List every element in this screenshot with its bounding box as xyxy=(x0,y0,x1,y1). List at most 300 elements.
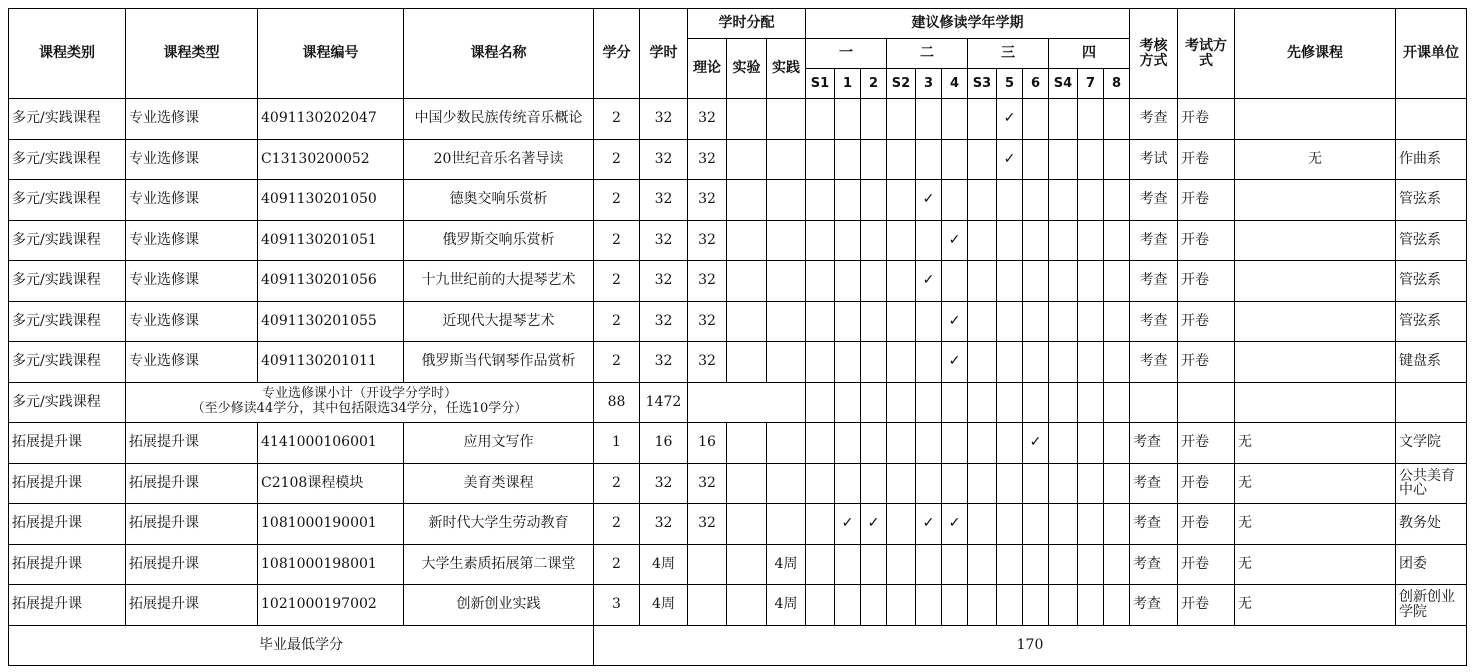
term-cell xyxy=(1049,382,1078,423)
course-practice-hours xyxy=(767,301,806,342)
course-name: 创新创业实践 xyxy=(404,585,594,626)
course-prereq: 无 xyxy=(1235,544,1396,585)
term-cell xyxy=(1049,139,1078,180)
course-name: 中国少数民族传统音乐概论 xyxy=(404,99,594,140)
course-hours: 32 xyxy=(640,180,688,221)
header-category: 课程类别 xyxy=(9,9,126,99)
course-code: 4091130201055 xyxy=(258,301,404,342)
course-theory-hours: 32 xyxy=(688,99,727,140)
course-hours: 16 xyxy=(640,423,688,464)
course-theory-hours: 32 xyxy=(688,180,727,221)
term-cell xyxy=(806,463,835,504)
term-cell xyxy=(1104,139,1130,180)
term-cell xyxy=(806,504,835,545)
course-type: 拓展提升课 xyxy=(126,504,258,545)
term-cell xyxy=(997,463,1023,504)
course-hours: 32 xyxy=(640,504,688,545)
course-code: 4091130201011 xyxy=(258,342,404,383)
term-cell xyxy=(887,504,916,545)
course-hours: 4周 xyxy=(640,544,688,585)
subtotal-blank xyxy=(1235,382,1396,423)
term-cell xyxy=(806,382,835,423)
term-cell xyxy=(1078,382,1104,423)
term-cell xyxy=(997,220,1023,261)
header-term: S1 xyxy=(806,69,835,99)
header-assess: 考核方式 xyxy=(1130,9,1178,99)
course-code: 4091130202047 xyxy=(258,99,404,140)
term-cell xyxy=(1078,99,1104,140)
course-theory-hours: 32 xyxy=(688,301,727,342)
term-cell xyxy=(1023,261,1049,302)
term-cell xyxy=(835,261,861,302)
table-body xyxy=(9,99,1467,666)
course-lab-hours xyxy=(727,220,767,261)
term-cell xyxy=(861,585,887,626)
term-cell xyxy=(835,180,861,221)
term-cell xyxy=(1049,99,1078,140)
term-cell xyxy=(968,342,997,383)
term-check-mark: ✓ xyxy=(861,504,887,545)
term-cell xyxy=(997,301,1023,342)
term-cell xyxy=(1078,423,1104,464)
course-category: 拓展提升课 xyxy=(9,463,126,504)
header-name: 课程名称 xyxy=(404,9,594,99)
term-cell xyxy=(861,180,887,221)
term-cell xyxy=(1023,504,1049,545)
header-theory: 理论 xyxy=(688,39,727,99)
term-cell xyxy=(1104,463,1130,504)
term-cell xyxy=(835,585,861,626)
term-check-mark: ✓ xyxy=(942,504,968,545)
course-assess: 考试 xyxy=(1130,139,1178,180)
header-term: 2 xyxy=(861,69,887,99)
course-type: 拓展提升课 xyxy=(126,423,258,464)
min-credits-label: 毕业最低学分 xyxy=(9,625,594,665)
term-cell xyxy=(861,261,887,302)
term-cell xyxy=(968,220,997,261)
course-exam: 开卷 xyxy=(1178,180,1235,221)
term-cell xyxy=(861,382,887,423)
course-prereq xyxy=(1235,99,1396,140)
table-row xyxy=(9,261,1467,302)
course-lab-hours xyxy=(727,544,767,585)
subtotal-blank xyxy=(1130,382,1178,423)
course-theory-hours: 16 xyxy=(688,423,727,464)
term-cell xyxy=(835,382,861,423)
course-lab-hours xyxy=(727,463,767,504)
table-row xyxy=(9,463,1467,504)
header-type: 课程类型 xyxy=(126,9,258,99)
term-cell xyxy=(861,220,887,261)
term-check-mark: ✓ xyxy=(997,139,1023,180)
course-type: 拓展提升课 xyxy=(126,463,258,504)
course-assess: 考查 xyxy=(1130,180,1178,221)
table-row xyxy=(9,342,1467,383)
header-term: S2 xyxy=(887,69,916,99)
course-practice-hours xyxy=(767,504,806,545)
header-term: 7 xyxy=(1078,69,1104,99)
course-dept: 管弦系 xyxy=(1396,220,1467,261)
term-cell xyxy=(968,301,997,342)
course-name: 俄罗斯交响乐赏析 xyxy=(404,220,594,261)
term-cell xyxy=(806,261,835,302)
course-assess: 考查 xyxy=(1130,504,1178,545)
term-cell xyxy=(1078,463,1104,504)
term-cell xyxy=(861,99,887,140)
header-credits: 学分 xyxy=(594,9,640,99)
term-cell xyxy=(835,463,861,504)
term-cell xyxy=(942,99,968,140)
course-dept: 创新创业学院 xyxy=(1396,585,1467,626)
course-exam: 开卷 xyxy=(1178,261,1235,302)
course-assess: 考查 xyxy=(1130,585,1178,626)
term-cell xyxy=(1023,99,1049,140)
course-hours: 32 xyxy=(640,463,688,504)
term-cell xyxy=(806,342,835,383)
term-cell xyxy=(1023,382,1049,423)
subtotal-note-line1: 专业选修课小计（开设学分学时） xyxy=(261,386,457,402)
course-theory-hours xyxy=(688,585,727,626)
table-row xyxy=(9,220,1467,261)
term-cell xyxy=(997,423,1023,464)
term-cell xyxy=(916,301,942,342)
term-cell xyxy=(887,544,916,585)
course-hours: 32 xyxy=(640,99,688,140)
term-cell xyxy=(835,139,861,180)
term-cell xyxy=(997,180,1023,221)
term-cell xyxy=(887,463,916,504)
header-term: S4 xyxy=(1049,69,1078,99)
term-cell xyxy=(916,382,942,423)
course-dept: 团委 xyxy=(1396,544,1467,585)
term-cell xyxy=(861,544,887,585)
course-hours: 32 xyxy=(640,261,688,302)
course-lab-hours xyxy=(727,180,767,221)
term-cell xyxy=(1049,261,1078,302)
course-theory-hours: 32 xyxy=(688,261,727,302)
course-code: C13130200052 xyxy=(258,139,404,180)
header-year-4: 四 xyxy=(1049,39,1130,69)
footer-row xyxy=(9,625,1467,665)
table-row xyxy=(9,180,1467,221)
course-type: 专业选修课 xyxy=(126,139,258,180)
course-exam: 开卷 xyxy=(1178,301,1235,342)
course-theory-hours xyxy=(688,544,727,585)
term-cell xyxy=(1104,423,1130,464)
subtotal-rest xyxy=(688,382,806,423)
course-lab-hours xyxy=(727,342,767,383)
course-code: 4091130201051 xyxy=(258,220,404,261)
course-credits: 2 xyxy=(594,463,640,504)
term-cell xyxy=(887,180,916,221)
subtotal-credits: 88 xyxy=(594,382,640,423)
course-name: 应用文写作 xyxy=(404,423,594,464)
term-cell xyxy=(887,220,916,261)
term-cell xyxy=(916,585,942,626)
header-term: 1 xyxy=(835,69,861,99)
term-cell xyxy=(1023,139,1049,180)
term-cell xyxy=(916,544,942,585)
term-cell xyxy=(887,301,916,342)
subtotal-category: 多元/实践课程 xyxy=(9,382,126,423)
term-cell xyxy=(1049,301,1078,342)
term-cell xyxy=(1049,342,1078,383)
course-lab-hours xyxy=(727,585,767,626)
course-category: 多元/实践课程 xyxy=(9,220,126,261)
term-cell xyxy=(916,99,942,140)
header-term: 8 xyxy=(1104,69,1130,99)
header-year-2: 二 xyxy=(887,39,968,69)
term-cell xyxy=(1104,342,1130,383)
term-cell xyxy=(1104,585,1130,626)
term-cell xyxy=(1104,220,1130,261)
header-prereq: 先修课程 xyxy=(1235,9,1396,99)
course-assess: 考查 xyxy=(1130,99,1178,140)
course-code: 4141000106001 xyxy=(258,423,404,464)
term-cell xyxy=(861,139,887,180)
course-assess: 考查 xyxy=(1130,342,1178,383)
term-cell xyxy=(835,544,861,585)
header-term: 6 xyxy=(1023,69,1049,99)
course-exam: 开卷 xyxy=(1178,139,1235,180)
course-assess: 考查 xyxy=(1130,463,1178,504)
course-practice-hours xyxy=(767,261,806,302)
term-cell xyxy=(835,301,861,342)
term-cell xyxy=(942,180,968,221)
course-hours: 32 xyxy=(640,220,688,261)
course-type: 专业选修课 xyxy=(126,99,258,140)
header-hours: 学时 xyxy=(640,9,688,99)
course-credits: 2 xyxy=(594,342,640,383)
term-cell xyxy=(887,382,916,423)
term-cell xyxy=(1078,585,1104,626)
term-check-mark: ✓ xyxy=(835,504,861,545)
course-dept: 作曲系 xyxy=(1396,139,1467,180)
course-prereq xyxy=(1235,342,1396,383)
course-practice-hours xyxy=(767,99,806,140)
term-cell xyxy=(968,139,997,180)
term-cell xyxy=(968,99,997,140)
course-dept: 键盘系 xyxy=(1396,342,1467,383)
course-type: 拓展提升课 xyxy=(126,585,258,626)
term-cell xyxy=(997,261,1023,302)
table-row xyxy=(9,504,1467,545)
term-cell xyxy=(835,220,861,261)
course-theory-hours: 32 xyxy=(688,220,727,261)
term-cell xyxy=(861,463,887,504)
header-row-1 xyxy=(9,9,1467,39)
subtotal-note xyxy=(126,382,594,423)
term-cell xyxy=(1023,301,1049,342)
course-exam: 开卷 xyxy=(1178,504,1235,545)
term-cell xyxy=(968,180,997,221)
term-cell xyxy=(806,585,835,626)
course-code: 4091130201050 xyxy=(258,180,404,221)
term-cell xyxy=(1049,585,1078,626)
term-cell xyxy=(835,99,861,140)
term-cell xyxy=(861,423,887,464)
course-dept: 文学院 xyxy=(1396,423,1467,464)
term-cell xyxy=(997,382,1023,423)
term-cell xyxy=(916,342,942,383)
header-schedule: 建议修读学年学期 xyxy=(806,9,1130,39)
course-credits: 2 xyxy=(594,301,640,342)
course-dept: 管弦系 xyxy=(1396,301,1467,342)
term-cell xyxy=(1023,585,1049,626)
term-cell xyxy=(1104,180,1130,221)
term-check-mark: ✓ xyxy=(1023,423,1049,464)
header-term: 5 xyxy=(997,69,1023,99)
term-cell xyxy=(1078,342,1104,383)
term-cell xyxy=(861,301,887,342)
term-cell xyxy=(835,342,861,383)
course-theory-hours: 32 xyxy=(688,139,727,180)
course-lab-hours xyxy=(727,301,767,342)
course-practice-hours xyxy=(767,139,806,180)
course-assess: 考查 xyxy=(1130,423,1178,464)
term-cell xyxy=(942,544,968,585)
term-cell xyxy=(997,504,1023,545)
course-name: 德奥交响乐赏析 xyxy=(404,180,594,221)
term-cell xyxy=(1078,220,1104,261)
subtotal-blank xyxy=(1396,382,1467,423)
term-cell xyxy=(997,342,1023,383)
course-name: 大学生素质拓展第二课堂 xyxy=(404,544,594,585)
course-category: 拓展提升课 xyxy=(9,423,126,464)
term-cell xyxy=(861,342,887,383)
course-lab-hours xyxy=(727,99,767,140)
term-cell xyxy=(916,139,942,180)
term-cell xyxy=(1104,544,1130,585)
course-exam: 开卷 xyxy=(1178,99,1235,140)
course-theory-hours: 32 xyxy=(688,342,727,383)
course-dept: 管弦系 xyxy=(1396,261,1467,302)
course-prereq: 无 xyxy=(1235,463,1396,504)
course-prereq: 无 xyxy=(1235,504,1396,545)
course-exam: 开卷 xyxy=(1178,220,1235,261)
course-name: 美育类课程 xyxy=(404,463,594,504)
term-cell xyxy=(942,261,968,302)
term-cell xyxy=(887,261,916,302)
course-credits: 2 xyxy=(594,139,640,180)
term-cell xyxy=(887,585,916,626)
course-practice-hours xyxy=(767,180,806,221)
course-category: 拓展提升课 xyxy=(9,544,126,585)
term-cell xyxy=(916,423,942,464)
course-type: 专业选修课 xyxy=(126,342,258,383)
term-cell xyxy=(1104,382,1130,423)
course-type: 拓展提升课 xyxy=(126,544,258,585)
header-exam: 考试方式 xyxy=(1178,9,1235,99)
term-cell xyxy=(968,585,997,626)
course-lab-hours xyxy=(727,423,767,464)
term-cell xyxy=(1104,99,1130,140)
course-assess: 考查 xyxy=(1130,220,1178,261)
term-cell xyxy=(806,99,835,140)
term-cell xyxy=(887,423,916,464)
term-cell xyxy=(1023,180,1049,221)
course-credits: 2 xyxy=(594,99,640,140)
term-cell xyxy=(968,423,997,464)
header-practice: 实践 xyxy=(767,39,806,99)
subtotal-row xyxy=(9,382,1467,423)
term-cell xyxy=(968,544,997,585)
course-dept xyxy=(1396,99,1467,140)
course-exam: 开卷 xyxy=(1178,423,1235,464)
term-cell xyxy=(1023,544,1049,585)
term-cell xyxy=(835,423,861,464)
header-term: 4 xyxy=(942,69,968,99)
course-credits: 2 xyxy=(594,261,640,302)
course-theory-hours: 32 xyxy=(688,504,727,545)
course-prereq: 无 xyxy=(1235,139,1396,180)
subtotal-hours: 1472 xyxy=(640,382,688,423)
min-credits-value: 170 xyxy=(594,625,1467,665)
header-dept: 开课单位 xyxy=(1396,9,1467,99)
header-lab: 实验 xyxy=(727,39,767,99)
term-cell xyxy=(1049,463,1078,504)
table-row xyxy=(9,423,1467,464)
course-name: 20世纪音乐名著导读 xyxy=(404,139,594,180)
course-hours: 4周 xyxy=(640,585,688,626)
curriculum-table xyxy=(8,8,1467,666)
term-cell xyxy=(1078,139,1104,180)
term-check-mark: ✓ xyxy=(916,504,942,545)
term-cell xyxy=(968,261,997,302)
course-hours: 32 xyxy=(640,139,688,180)
course-code: 1081000190001 xyxy=(258,504,404,545)
course-code: 1021000197002 xyxy=(258,585,404,626)
course-category: 多元/实践课程 xyxy=(9,261,126,302)
course-credits: 2 xyxy=(594,504,640,545)
course-category: 多元/实践课程 xyxy=(9,139,126,180)
course-type: 专业选修课 xyxy=(126,220,258,261)
term-cell xyxy=(1078,301,1104,342)
course-exam: 开卷 xyxy=(1178,463,1235,504)
course-prereq xyxy=(1235,180,1396,221)
term-cell xyxy=(1104,261,1130,302)
subtotal-blank xyxy=(1178,382,1235,423)
course-dept: 公共美育中心 xyxy=(1396,463,1467,504)
term-check-mark: ✓ xyxy=(997,99,1023,140)
course-name: 俄罗斯当代钢琴作品赏析 xyxy=(404,342,594,383)
header-term: 3 xyxy=(916,69,942,99)
header-code: 课程编号 xyxy=(258,9,404,99)
course-practice-hours: 4周 xyxy=(767,585,806,626)
course-code: 4091130201056 xyxy=(258,261,404,302)
course-prereq: 无 xyxy=(1235,585,1396,626)
header-year-1: 一 xyxy=(806,39,887,69)
term-cell xyxy=(806,180,835,221)
course-lab-hours xyxy=(727,261,767,302)
term-cell xyxy=(942,585,968,626)
course-type: 专业选修课 xyxy=(126,180,258,221)
header-year-3: 三 xyxy=(968,39,1049,69)
term-cell xyxy=(968,382,997,423)
course-credits: 2 xyxy=(594,220,640,261)
term-cell xyxy=(968,463,997,504)
course-name: 新时代大学生劳动教育 xyxy=(404,504,594,545)
term-cell xyxy=(1023,342,1049,383)
term-cell xyxy=(1049,180,1078,221)
term-cell xyxy=(1049,220,1078,261)
term-cell xyxy=(942,463,968,504)
course-code: 1081000198001 xyxy=(258,544,404,585)
course-exam: 开卷 xyxy=(1178,342,1235,383)
table-row xyxy=(9,139,1467,180)
course-assess: 考查 xyxy=(1130,301,1178,342)
course-code: C2108课程模块 xyxy=(258,463,404,504)
